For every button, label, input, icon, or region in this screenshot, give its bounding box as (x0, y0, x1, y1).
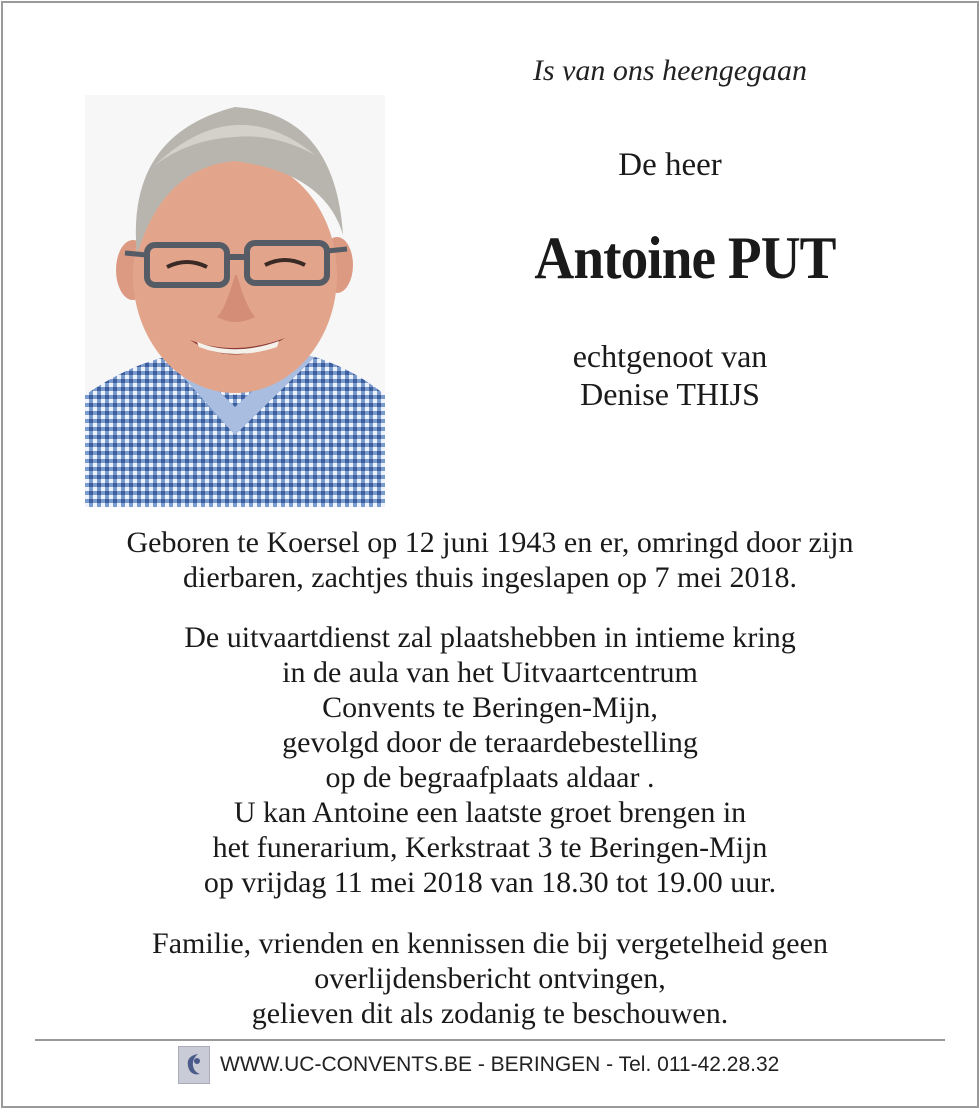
portrait-illustration (85, 95, 385, 507)
footer-divider (35, 1039, 945, 1041)
text-line: in de aula van het Uitvaartcentrum (282, 656, 698, 689)
text-line: dierbaren, zachtjes thuis ingeslapen op 7 mei 2018. (183, 561, 797, 594)
text-line: Convents te Beringen-Mijn, (322, 691, 658, 724)
text-line: De uitvaartdienst zal plaatshebben in intieme kring (184, 621, 796, 654)
intro-text: Is van ons heengegaan (532, 54, 808, 87)
footer-contact: WWW.UC-CONVENTS.BE - BERINGEN - Tel. 011-42.28.32 (220, 1053, 780, 1076)
text-line: op de begraafplaats aldaar . (325, 761, 655, 794)
text-line: gelieven dit als zodanig te beschouwen. (251, 997, 729, 1030)
text-line: Familie, vrienden en kennissen die bij vergetelheid geen (152, 927, 828, 960)
funeral-home-logo-icon (178, 1046, 210, 1084)
honorific: De heer (618, 147, 722, 183)
deceased-name: Antoine PUT (534, 225, 836, 291)
text-line: overlijdensbericht ontvingen, (314, 962, 666, 995)
birth-paragraph (30, 525, 950, 595)
closing-paragraph (30, 926, 950, 1031)
text-line: Geboren te Koersel op 12 juni 1943 en er, omringd door zijn (126, 526, 854, 559)
footer (178, 1045, 779, 1085)
text-line: het funerarium, Kerkstraat 3 te Beringen-Mijn (212, 831, 768, 864)
spouse-block (430, 337, 910, 413)
service-paragraph (30, 620, 950, 900)
spouse-name: Denise THIJS (580, 376, 760, 412)
portrait-photo (85, 95, 385, 507)
relation-label: echtgenoot van (572, 338, 768, 374)
text-line: U kan Antoine een laatste groet brengen in (233, 796, 747, 829)
text-line: op vrijdag 11 mei 2018 van 18.30 tot 19.00 uur. (203, 866, 777, 899)
text-line: gevolgd door de teraardebestelling (282, 726, 698, 759)
